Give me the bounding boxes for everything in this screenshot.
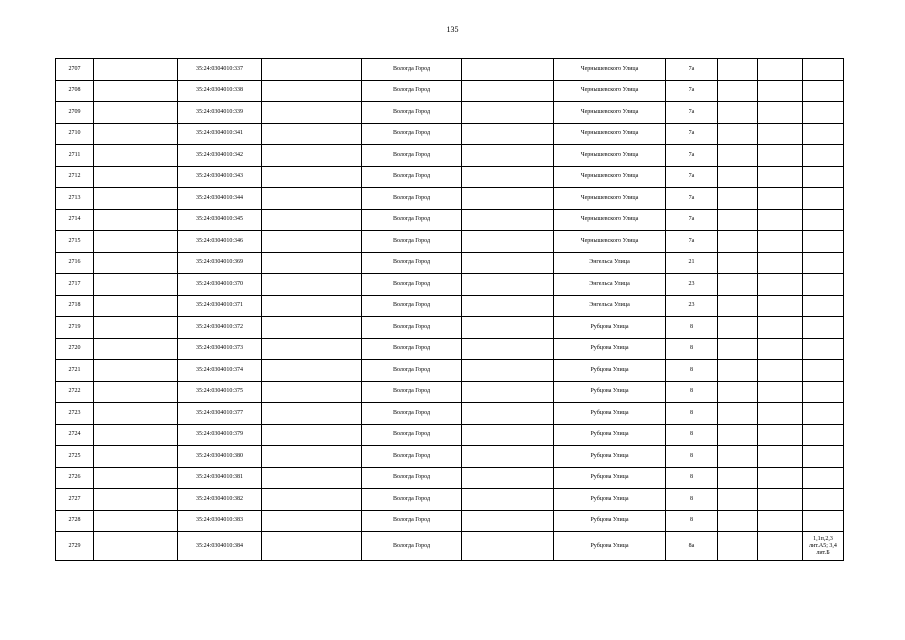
empty-cell — [758, 317, 803, 339]
row-number-cell: 2721 — [56, 360, 94, 382]
premises-cell — [803, 403, 844, 425]
row-number-cell: 2722 — [56, 381, 94, 403]
empty-cell — [718, 231, 758, 253]
city-cell: Вологда Город — [362, 467, 462, 489]
premises-cell: 1,1п,2,3 лит.А5; 3,4 лит.Б — [803, 532, 844, 561]
house-number-cell: 8 — [666, 446, 718, 468]
empty-cell — [718, 166, 758, 188]
premises-cell — [803, 145, 844, 167]
empty-cell — [758, 510, 803, 532]
empty-cell — [462, 209, 554, 231]
empty-cell — [758, 209, 803, 231]
house-number-cell: 7а — [666, 59, 718, 81]
empty-cell — [94, 403, 178, 425]
street-cell: Чернышевского Улица — [554, 209, 666, 231]
premises-cell — [803, 338, 844, 360]
table-row — [56, 59, 844, 81]
street-cell: Рубцова Улица — [554, 489, 666, 511]
row-number-cell: 2716 — [56, 252, 94, 274]
cadastral-number-cell: 35:24:0304010:344 — [178, 188, 262, 210]
premises-cell — [803, 166, 844, 188]
table-row — [56, 467, 844, 489]
street-cell: Рубцова Улица — [554, 403, 666, 425]
empty-cell — [718, 381, 758, 403]
city-cell: Вологда Город — [362, 424, 462, 446]
empty-cell — [718, 59, 758, 81]
city-cell: Вологда Город — [362, 102, 462, 124]
table-row — [56, 166, 844, 188]
empty-cell — [462, 295, 554, 317]
street-cell: Чернышевского Улица — [554, 188, 666, 210]
table-row — [56, 403, 844, 425]
empty-cell — [758, 381, 803, 403]
cadastral-number-cell: 35:24:0304010:384 — [178, 532, 262, 561]
row-number-cell: 2727 — [56, 489, 94, 511]
empty-cell — [718, 510, 758, 532]
empty-cell — [94, 446, 178, 468]
empty-cell — [262, 80, 362, 102]
house-number-cell: 8 — [666, 360, 718, 382]
table-row — [56, 274, 844, 296]
empty-cell — [718, 338, 758, 360]
empty-cell — [94, 80, 178, 102]
empty-cell — [718, 123, 758, 145]
empty-cell — [718, 102, 758, 124]
city-cell: Вологда Город — [362, 252, 462, 274]
table-row — [56, 252, 844, 274]
premises-cell — [803, 489, 844, 511]
house-number-cell: 8 — [666, 510, 718, 532]
house-number-cell: 7а — [666, 209, 718, 231]
empty-cell — [758, 338, 803, 360]
empty-cell — [262, 317, 362, 339]
table-row — [56, 295, 844, 317]
empty-cell — [718, 403, 758, 425]
cadastral-number-cell: 35:24:0304010:373 — [178, 338, 262, 360]
registry-table — [55, 58, 844, 561]
empty-cell — [262, 59, 362, 81]
premises-cell — [803, 188, 844, 210]
row-number-cell: 2708 — [56, 80, 94, 102]
house-number-cell: 8 — [666, 489, 718, 511]
empty-cell — [94, 102, 178, 124]
empty-cell — [94, 123, 178, 145]
house-number-cell: 8 — [666, 403, 718, 425]
empty-cell — [758, 166, 803, 188]
empty-cell — [462, 424, 554, 446]
empty-cell — [718, 532, 758, 561]
table-row — [56, 123, 844, 145]
street-cell: Энгельса Улица — [554, 252, 666, 274]
empty-cell — [94, 467, 178, 489]
table-row — [56, 188, 844, 210]
empty-cell — [262, 446, 362, 468]
row-number-cell: 2707 — [56, 59, 94, 81]
empty-cell — [758, 489, 803, 511]
table-body — [56, 59, 844, 561]
row-number-cell: 2713 — [56, 188, 94, 210]
empty-cell — [462, 338, 554, 360]
empty-cell — [718, 188, 758, 210]
street-cell: Рубцова Улица — [554, 424, 666, 446]
row-number-cell: 2719 — [56, 317, 94, 339]
house-number-cell: 8 — [666, 424, 718, 446]
house-number-cell: 7а — [666, 231, 718, 253]
empty-cell — [262, 532, 362, 561]
street-cell: Чернышевского Улица — [554, 166, 666, 188]
empty-cell — [94, 510, 178, 532]
house-number-cell: 23 — [666, 295, 718, 317]
table-row — [56, 446, 844, 468]
empty-cell — [262, 489, 362, 511]
empty-cell — [462, 188, 554, 210]
cadastral-number-cell: 35:24:0304010:383 — [178, 510, 262, 532]
street-cell: Чернышевского Улица — [554, 102, 666, 124]
street-cell: Рубцова Улица — [554, 532, 666, 561]
city-cell: Вологда Город — [362, 209, 462, 231]
row-number-cell: 2715 — [56, 231, 94, 253]
empty-cell — [462, 489, 554, 511]
empty-cell — [94, 424, 178, 446]
premises-cell — [803, 274, 844, 296]
table-row — [56, 338, 844, 360]
empty-cell — [262, 360, 362, 382]
cadastral-number-cell: 35:24:0304010:369 — [178, 252, 262, 274]
page-number: 135 — [446, 25, 459, 34]
city-cell: Вологда Город — [362, 59, 462, 81]
cadastral-number-cell: 35:24:0304010:379 — [178, 424, 262, 446]
city-cell: Вологда Город — [362, 489, 462, 511]
empty-cell — [94, 295, 178, 317]
house-number-cell: 7а — [666, 80, 718, 102]
street-cell: Чернышевского Улица — [554, 80, 666, 102]
house-number-cell: 8а — [666, 532, 718, 561]
cadastral-number-cell: 35:24:0304010:343 — [178, 166, 262, 188]
premises-cell — [803, 467, 844, 489]
empty-cell — [94, 381, 178, 403]
empty-cell — [718, 274, 758, 296]
empty-cell — [262, 338, 362, 360]
empty-cell — [94, 231, 178, 253]
empty-cell — [462, 145, 554, 167]
premises-cell — [803, 80, 844, 102]
empty-cell — [94, 338, 178, 360]
empty-cell — [94, 209, 178, 231]
street-cell: Чернышевского Улица — [554, 59, 666, 81]
street-cell: Рубцова Улица — [554, 446, 666, 468]
street-cell: Энгельса Улица — [554, 295, 666, 317]
empty-cell — [758, 252, 803, 274]
table-row — [56, 317, 844, 339]
row-number-cell: 2718 — [56, 295, 94, 317]
cadastral-number-cell: 35:24:0304010:370 — [178, 274, 262, 296]
street-cell: Рубцова Улица — [554, 467, 666, 489]
table-row — [56, 424, 844, 446]
empty-cell — [262, 424, 362, 446]
table-row — [56, 532, 844, 561]
empty-cell — [462, 532, 554, 561]
house-number-cell: 7а — [666, 123, 718, 145]
cadastral-number-cell: 35:24:0304010:342 — [178, 145, 262, 167]
row-number-cell: 2709 — [56, 102, 94, 124]
empty-cell — [94, 532, 178, 561]
city-cell: Вологда Город — [362, 295, 462, 317]
house-number-cell: 8 — [666, 317, 718, 339]
cadastral-number-cell: 35:24:0304010:374 — [178, 360, 262, 382]
premises-cell — [803, 424, 844, 446]
city-cell: Вологда Город — [362, 166, 462, 188]
empty-cell — [462, 403, 554, 425]
cadastral-number-cell: 35:24:0304010:382 — [178, 489, 262, 511]
empty-cell — [262, 510, 362, 532]
city-cell: Вологда Город — [362, 188, 462, 210]
empty-cell — [94, 360, 178, 382]
empty-cell — [758, 532, 803, 561]
house-number-cell: 23 — [666, 274, 718, 296]
empty-cell — [262, 403, 362, 425]
empty-cell — [462, 274, 554, 296]
house-number-cell: 8 — [666, 381, 718, 403]
table-row — [56, 489, 844, 511]
city-cell: Вологда Город — [362, 446, 462, 468]
empty-cell — [94, 489, 178, 511]
house-number-cell: 7а — [666, 145, 718, 167]
empty-cell — [262, 123, 362, 145]
empty-cell — [758, 295, 803, 317]
cadastral-number-cell: 35:24:0304010:346 — [178, 231, 262, 253]
city-cell: Вологда Город — [362, 403, 462, 425]
premises-cell — [803, 446, 844, 468]
street-cell: Рубцова Улица — [554, 360, 666, 382]
premises-cell — [803, 381, 844, 403]
empty-cell — [462, 59, 554, 81]
row-number-cell: 2714 — [56, 209, 94, 231]
empty-cell — [758, 59, 803, 81]
city-cell: Вологда Город — [362, 274, 462, 296]
empty-cell — [758, 123, 803, 145]
empty-cell — [462, 102, 554, 124]
empty-cell — [462, 80, 554, 102]
empty-cell — [718, 209, 758, 231]
cadastral-number-cell: 35:24:0304010:337 — [178, 59, 262, 81]
premises-cell — [803, 209, 844, 231]
empty-cell — [718, 295, 758, 317]
city-cell: Вологда Город — [362, 510, 462, 532]
empty-cell — [94, 166, 178, 188]
empty-cell — [462, 317, 554, 339]
empty-cell — [462, 381, 554, 403]
table-row — [56, 145, 844, 167]
house-number-cell: 7а — [666, 166, 718, 188]
house-number-cell: 7а — [666, 188, 718, 210]
street-cell: Энгельса Улица — [554, 274, 666, 296]
empty-cell — [758, 446, 803, 468]
empty-cell — [462, 123, 554, 145]
cadastral-number-cell: 35:24:0304010:377 — [178, 403, 262, 425]
row-number-cell: 2710 — [56, 123, 94, 145]
street-cell: Рубцова Улица — [554, 381, 666, 403]
premises-cell — [803, 102, 844, 124]
table-row — [56, 510, 844, 532]
empty-cell — [718, 360, 758, 382]
table-row — [56, 381, 844, 403]
house-number-cell: 21 — [666, 252, 718, 274]
row-number-cell: 2728 — [56, 510, 94, 532]
empty-cell — [718, 317, 758, 339]
house-number-cell: 8 — [666, 467, 718, 489]
empty-cell — [758, 403, 803, 425]
house-number-cell: 7а — [666, 102, 718, 124]
city-cell: Вологда Город — [362, 360, 462, 382]
empty-cell — [718, 424, 758, 446]
empty-cell — [758, 102, 803, 124]
empty-cell — [718, 446, 758, 468]
premises-cell — [803, 360, 844, 382]
empty-cell — [262, 166, 362, 188]
city-cell: Вологда Город — [362, 80, 462, 102]
empty-cell — [94, 145, 178, 167]
city-cell: Вологда Город — [362, 317, 462, 339]
empty-cell — [262, 209, 362, 231]
empty-cell — [462, 360, 554, 382]
row-number-cell: 2720 — [56, 338, 94, 360]
city-cell: Вологда Город — [362, 532, 462, 561]
empty-cell — [262, 145, 362, 167]
row-number-cell: 2725 — [56, 446, 94, 468]
cadastral-number-cell: 35:24:0304010:345 — [178, 209, 262, 231]
premises-cell — [803, 510, 844, 532]
empty-cell — [262, 274, 362, 296]
empty-cell — [462, 231, 554, 253]
premises-cell — [803, 252, 844, 274]
cadastral-number-cell: 35:24:0304010:381 — [178, 467, 262, 489]
street-cell: Рубцова Улица — [554, 317, 666, 339]
table-row — [56, 231, 844, 253]
empty-cell — [262, 295, 362, 317]
empty-cell — [94, 252, 178, 274]
empty-cell — [758, 360, 803, 382]
empty-cell — [718, 252, 758, 274]
street-cell: Рубцова Улица — [554, 338, 666, 360]
empty-cell — [758, 80, 803, 102]
empty-cell — [758, 188, 803, 210]
empty-cell — [758, 424, 803, 446]
empty-cell — [462, 510, 554, 532]
table-row — [56, 102, 844, 124]
row-number-cell: 2726 — [56, 467, 94, 489]
empty-cell — [718, 467, 758, 489]
empty-cell — [758, 231, 803, 253]
row-number-cell: 2717 — [56, 274, 94, 296]
table-row — [56, 80, 844, 102]
empty-cell — [262, 102, 362, 124]
row-number-cell: 2724 — [56, 424, 94, 446]
city-cell: Вологда Город — [362, 145, 462, 167]
row-number-cell: 2729 — [56, 532, 94, 561]
street-cell: Чернышевского Улица — [554, 231, 666, 253]
empty-cell — [262, 188, 362, 210]
city-cell: Вологда Город — [362, 231, 462, 253]
premises-cell — [803, 59, 844, 81]
house-number-cell: 8 — [666, 338, 718, 360]
empty-cell — [758, 467, 803, 489]
empty-cell — [718, 145, 758, 167]
empty-cell — [262, 381, 362, 403]
street-cell: Рубцова Улица — [554, 510, 666, 532]
empty-cell — [462, 252, 554, 274]
row-number-cell: 2712 — [56, 166, 94, 188]
street-cell: Чернышевского Улица — [554, 123, 666, 145]
table-row — [56, 209, 844, 231]
empty-cell — [462, 467, 554, 489]
empty-cell — [94, 188, 178, 210]
premises-cell — [803, 123, 844, 145]
premises-cell — [803, 317, 844, 339]
city-cell: Вологда Город — [362, 338, 462, 360]
empty-cell — [262, 231, 362, 253]
empty-cell — [94, 59, 178, 81]
cadastral-number-cell: 35:24:0304010:380 — [178, 446, 262, 468]
empty-cell — [758, 274, 803, 296]
empty-cell — [94, 317, 178, 339]
row-number-cell: 2711 — [56, 145, 94, 167]
cadastral-number-cell: 35:24:0304010:338 — [178, 80, 262, 102]
cadastral-number-cell: 35:24:0304010:341 — [178, 123, 262, 145]
table-row — [56, 360, 844, 382]
empty-cell — [718, 80, 758, 102]
cadastral-number-cell: 35:24:0304010:375 — [178, 381, 262, 403]
premises-cell — [803, 231, 844, 253]
cadastral-number-cell: 35:24:0304010:372 — [178, 317, 262, 339]
street-cell: Чернышевского Улица — [554, 145, 666, 167]
cadastral-number-cell: 35:24:0304010:339 — [178, 102, 262, 124]
premises-cell — [803, 295, 844, 317]
row-number-cell: 2723 — [56, 403, 94, 425]
empty-cell — [462, 446, 554, 468]
city-cell: Вологда Город — [362, 381, 462, 403]
city-cell: Вологда Город — [362, 123, 462, 145]
empty-cell — [94, 274, 178, 296]
empty-cell — [462, 166, 554, 188]
cadastral-number-cell: 35:24:0304010:371 — [178, 295, 262, 317]
empty-cell — [718, 489, 758, 511]
empty-cell — [262, 467, 362, 489]
empty-cell — [758, 145, 803, 167]
empty-cell — [262, 252, 362, 274]
